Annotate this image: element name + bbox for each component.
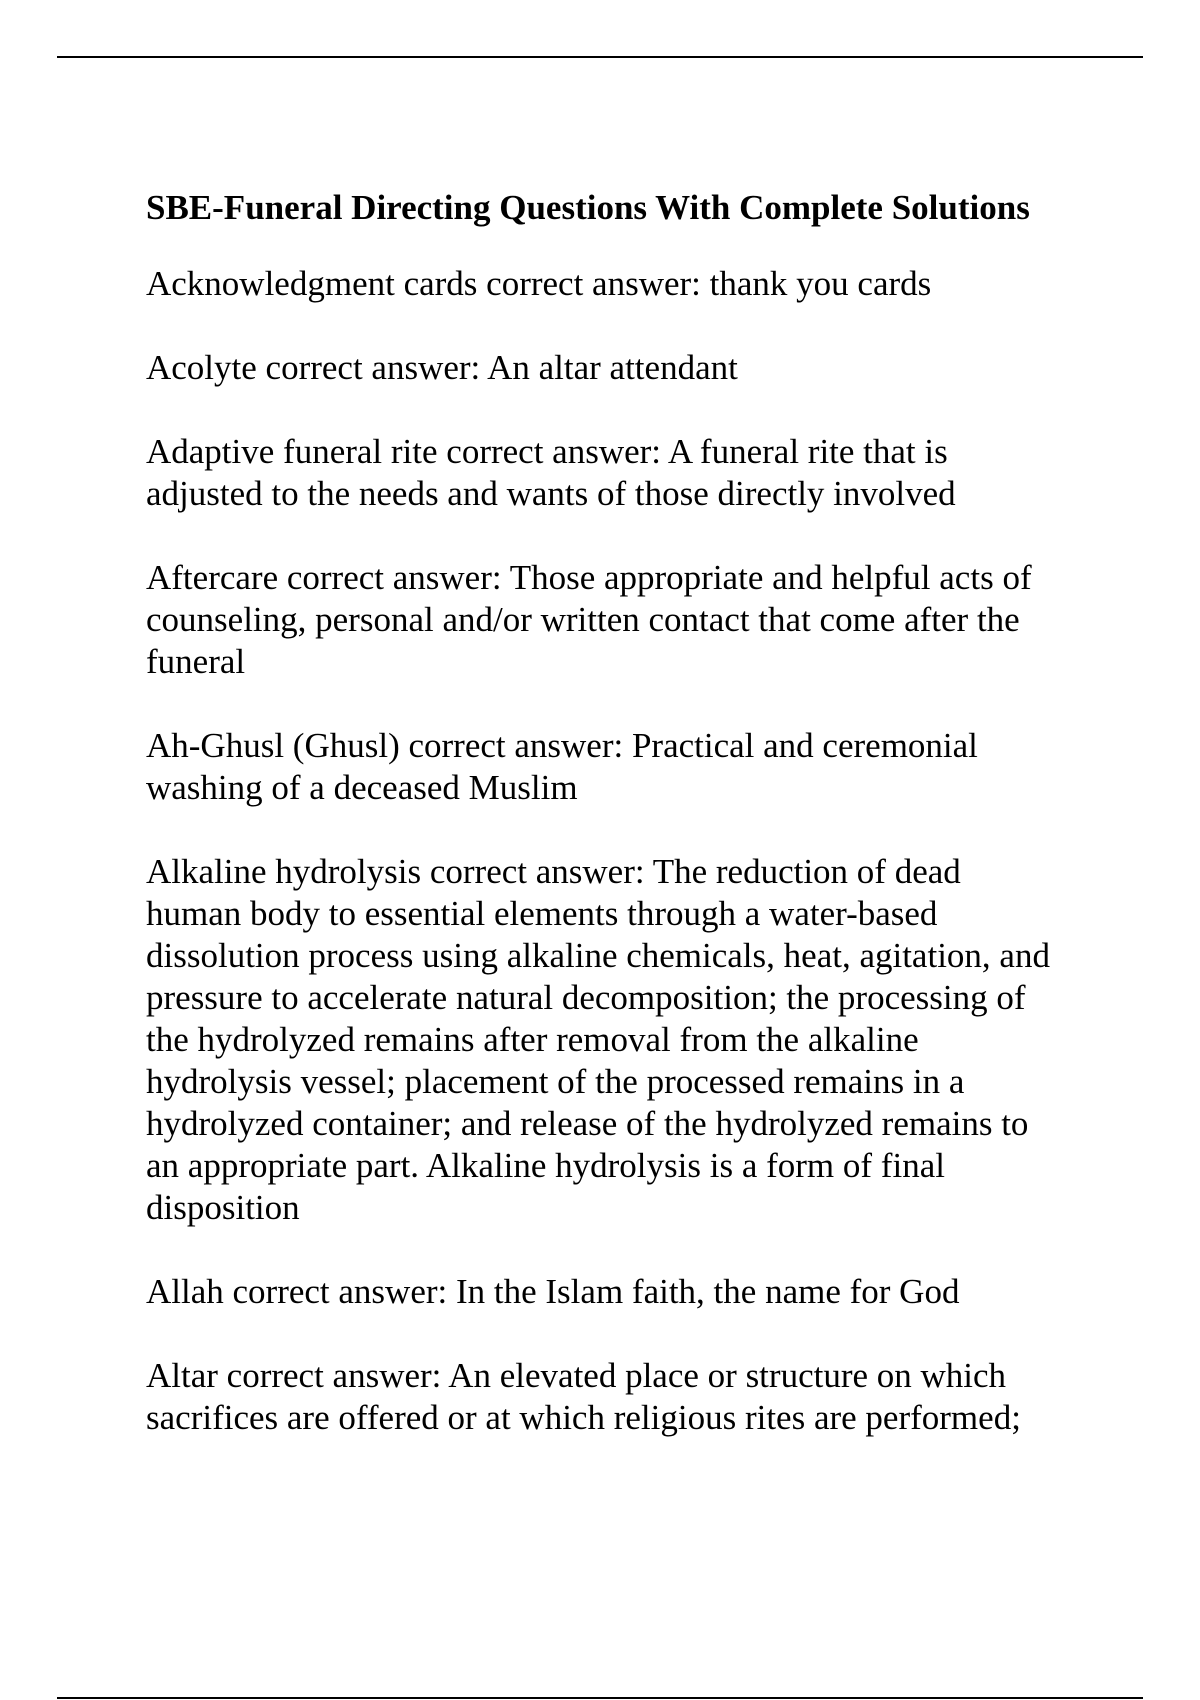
- document-body: [146, 184, 1106, 1481]
- top-divider: [57, 56, 1143, 58]
- entry-ah-ghusl: Ah-Ghusl (Ghusl) correct answer: Practical and ceremonial washing of a deceased Muslim: [146, 726, 978, 807]
- entry-adaptive-funeral-rite: Adaptive funeral rite correct answer: A funeral rite that is adjusted to the needs and wants of those directly involved: [146, 432, 956, 513]
- bottom-divider: [57, 1697, 1143, 1699]
- entry-allah: Allah correct answer: In the Islam faith, the name for God: [146, 1272, 960, 1311]
- entry-acolyte: Acolyte correct answer: An altar attendant: [146, 348, 738, 387]
- entry-altar: Altar correct answer: An elevated place or structure on which sacrifices are offered or at which religious rites are performed;: [146, 1356, 1021, 1437]
- entry-acknowledgment-cards: Acknowledgment cards correct answer: thank you cards: [146, 264, 932, 303]
- entry-alkaline-hydrolysis: Alkaline hydrolysis correct answer: The reduction of dead human body to essential elements through a water-based dissolution process using alkaline chemicals, heat, agitation, and pressure to accelerate natural decomposition; the processing of the hydrolyzed remains after removal from the alkaline hydrolysis vessel; placement of the processed remains in a hydrolyzed container; and release of the hydrolyzed remains to an appropriate part. Alkaline hydrolysis is a form of final disposition: [146, 852, 1050, 1227]
- document-title: SBE-Funeral Directing Questions With Complete Solutions: [146, 188, 1030, 227]
- entry-aftercare: Aftercare correct answer: Those appropriate and helpful acts of counseling, personal and/or written contact that come after the funeral: [146, 558, 1032, 681]
